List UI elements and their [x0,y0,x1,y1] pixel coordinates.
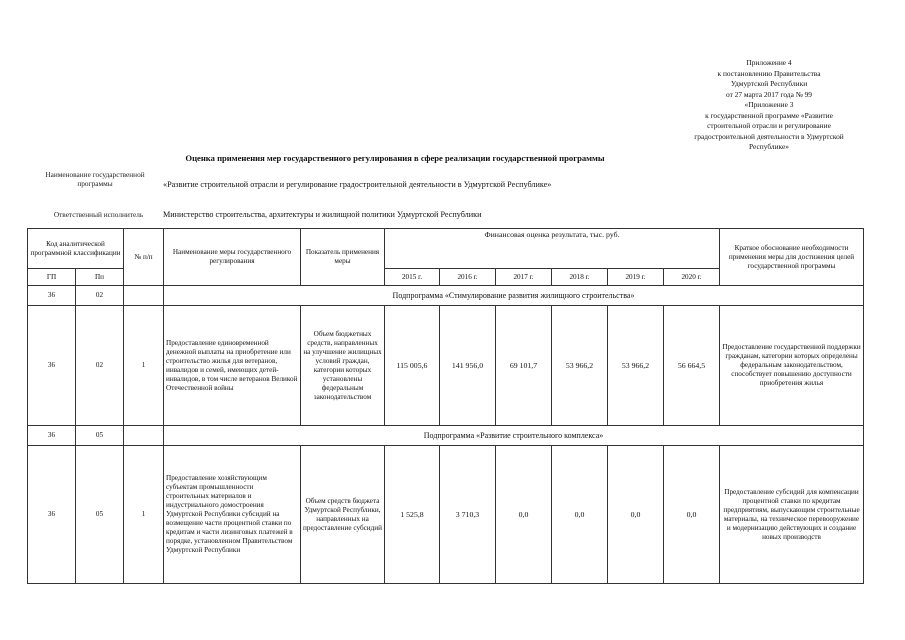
section-pp: 05 [76,426,124,446]
section-gp: 36 [28,426,76,446]
executor-value: Министерство строительства, архитектуры и жилищной политики Удмуртской Республики [163,210,482,219]
header-year: 2020 г. [664,269,720,286]
cell-value: 0,0 [664,446,720,584]
section-gp: 36 [28,286,76,306]
header-justification: Краткое обоснование необходимости применения меры для достижения целей государственной программы [720,229,864,286]
header-year: 2015 г. [385,269,440,286]
appendix-line: Республике» [749,142,789,151]
appendix-line: к постановлению Правительства [717,68,821,78]
cell-measure: Предоставление хозяйствующим субъектам промышленности строительных материалов и индустриального домостроения Удмуртской Республики субсидий на возмещение части процентной ставки по кредитам и части лизинговых платежей в порядке, установленном Правительством Удмуртской Республики [164,446,301,584]
cell-value: 141 956,0 [440,306,496,426]
cell-value: 1 525,8 [385,446,440,584]
appendix-line: градостроительной деятельности в Удмуртской [694,131,844,141]
header-code: Код аналитической программной классификации [28,229,124,269]
appendix-header [660,58,878,153]
cell-justification: Предоставление субсидий для компенсации процентной ставки по кредитам предприятиям, выпускающим строительные материалы, на техническое перевооружение и модернизацию действующих и создание новых производств [720,446,864,584]
cell-indicator: Объем средств бюджета Удмуртской Республики, направленных на предоставление субсидий [301,446,385,584]
program-label: Наименование государственной программы [45,170,145,188]
cell-gp: 36 [28,306,76,426]
cell-value: 115 005,6 [385,306,440,426]
program-value: «Развитие строительной отрасли и регулирование градостроительной деятельности в Удмуртской Республике» [163,180,552,189]
cell-value: 0,0 [496,446,552,584]
document-title: Оценка применения мер государственного регулирования в сфере реализации государственной программы [185,153,605,163]
section-row [28,426,864,446]
appendix-line: «Приложение 3 [744,100,794,109]
appendix-line: строительной отрасли и регулирование [707,121,831,130]
cell-value: 0,0 [552,446,608,584]
section-pp: 02 [76,286,124,306]
appendix-line: от 27 марта 2017 года № 99 [725,89,812,99]
header-financial: Финансовая оценка результата, тыс. руб. [385,229,720,269]
appendix-line: Приложение 4 [746,58,792,67]
executor-label: Ответственный исполнитель [53,210,144,219]
cell-num: 1 [124,446,164,584]
section-row [28,286,864,306]
header-year: 2019 г. [608,269,664,286]
section-title: Подпрограмма «Стимулирование развития жилищного строительства» [164,286,864,306]
cell-measure: Предоставление единовременной денежной выплаты на приобретение или строительство жилья для ветеранов, инвалидов и семей, имеющих детей-инвалидов, в том числе ветеранов Великой Отечественной войны [164,306,301,426]
regulation-table [27,228,864,584]
cell-value: 0,0 [608,446,664,584]
section-title: Подпрограмма «Развитие строительного комплекса» [164,426,864,446]
cell-value: 69 101,7 [496,306,552,426]
table-row [28,446,864,584]
cell-value: 53 966,2 [552,306,608,426]
header-num: № п/п [124,229,164,286]
appendix-line: к государственной программе «Развитие [705,110,833,120]
header-indicator: Показатель применения меры [301,229,385,286]
header-year: 2016 г. [440,269,496,286]
cell-value: 53 966,2 [608,306,664,426]
cell-pp: 05 [76,446,124,584]
appendix-line: Удмуртской Республики [730,79,808,88]
cell-gp: 36 [28,446,76,584]
cell-indicator: Объем бюджетных средств, направленных на улучшение жилищных условий граждан, категории которых установлены федеральным законодательством [301,306,385,426]
table-row [28,306,864,426]
cell-num: 1 [124,306,164,426]
cell-value: 3 710,3 [440,446,496,584]
header-pp: Пп [76,269,124,286]
header-year: 2018 г. [552,269,608,286]
cell-value: 56 664,5 [664,306,720,426]
header-measure: Наименование меры государственного регулирования [164,229,301,286]
cell-pp: 02 [76,306,124,426]
header-gp: ГП [28,269,76,286]
header-year: 2017 г. [496,269,552,286]
cell-justification: Предоставление государственной поддержки гражданам, категории которых определены федеральным законодательством, способствует повышению доступности приобретения жилья [720,306,864,426]
